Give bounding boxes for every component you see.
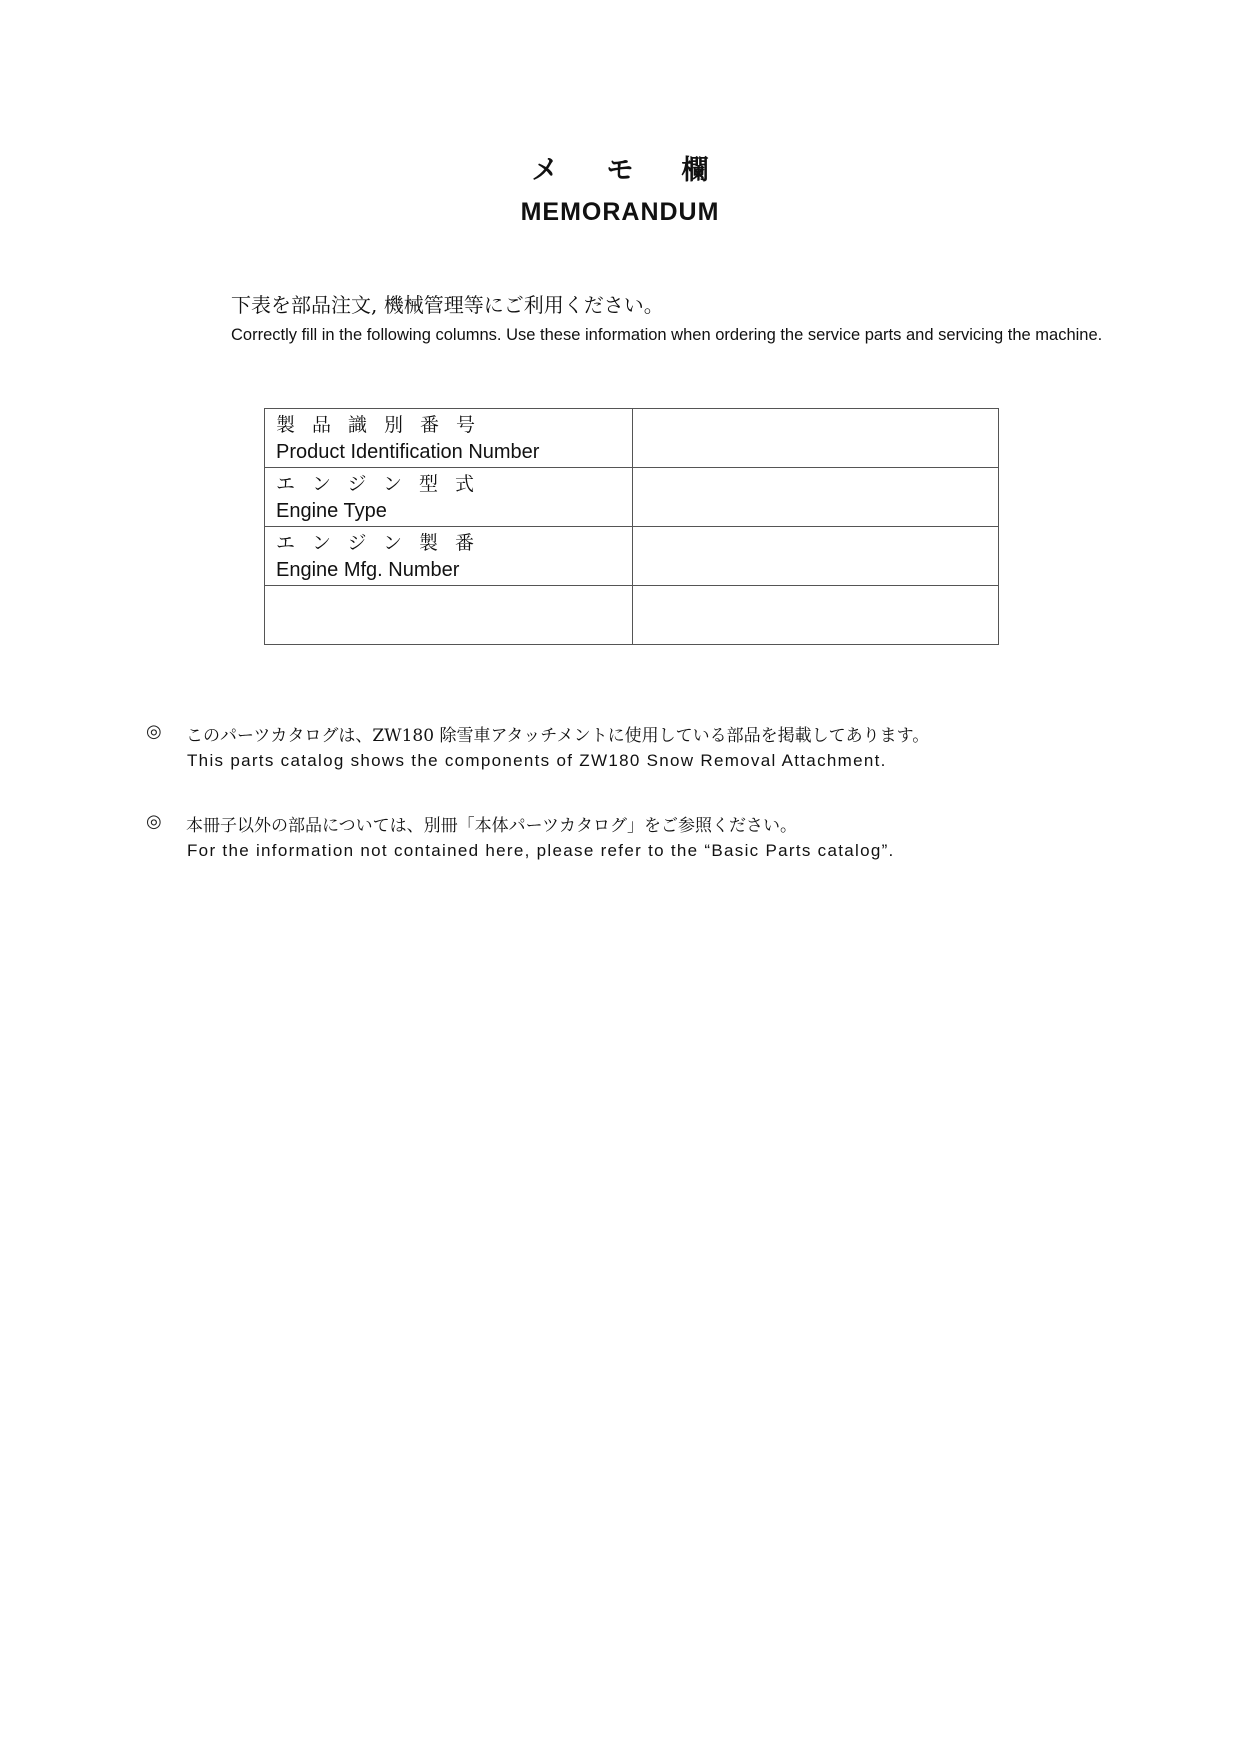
row-label-cell — [265, 468, 633, 527]
page-title-japanese: メモ欄 — [531, 155, 757, 186]
table-row — [265, 468, 999, 527]
note-english: For the information not contained here, please refer to the “Basic Parts catalog”. — [187, 841, 895, 860]
row-label-japanese: 製品識別番号 — [276, 414, 493, 436]
row-label-english: Engine Mfg. Number — [276, 559, 460, 581]
engine-mfg-number-value-cell[interactable] — [633, 527, 999, 586]
page-title-english: MEMORANDUM — [520, 198, 720, 226]
row-label-english: Product Identification Number — [276, 441, 540, 463]
table-row — [265, 409, 999, 468]
double-circle-bullet-icon: ◎ — [146, 811, 162, 832]
product-identification-number-value-cell[interactable] — [633, 409, 999, 468]
note-japanese: 本冊子以外の部品については、別冊「本体パーツカタログ」をご参照ください。 — [186, 816, 797, 836]
table-row — [265, 586, 999, 645]
intro-japanese: 下表を部品注文, 機械管理等にご利用ください。 — [231, 293, 664, 317]
note-japanese: このパーツカタログは、ZW180 除雪車アタッチメントに使用している部品を掲載してあります。 — [186, 726, 930, 746]
row-label-english: Engine Type — [276, 500, 387, 522]
double-circle-bullet-icon: ◎ — [146, 721, 162, 742]
row-label-japanese: エンジン型式 — [276, 473, 492, 495]
engine-type-value-cell[interactable] — [633, 468, 999, 527]
memo-table — [264, 408, 999, 645]
row-label-cell — [265, 527, 633, 586]
intro-english: Correctly fill in the following columns. Use these information when ordering the service parts and servicing the machine. — [231, 326, 1103, 344]
row-label-japanese: エンジン製番 — [276, 532, 492, 554]
row-label-cell — [265, 409, 633, 468]
blank-value-cell[interactable] — [633, 586, 999, 645]
blank-label-cell[interactable] — [265, 586, 633, 645]
note-english: This parts catalog shows the components of ZW180 Snow Removal Attachment. — [187, 751, 887, 770]
table-row — [265, 527, 999, 586]
